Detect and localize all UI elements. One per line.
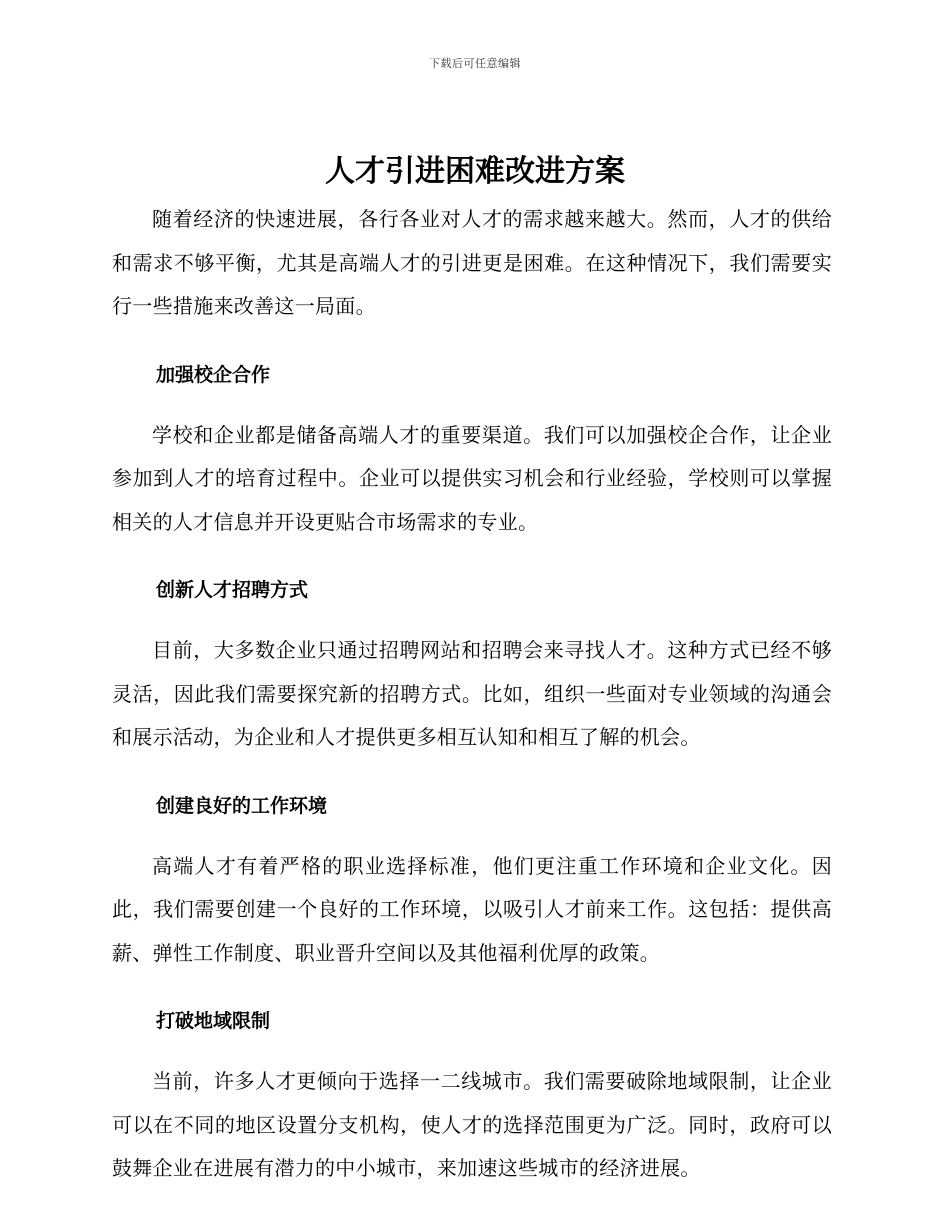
- section-paragraph-school-enterprise: 学校和企业都是储备高端人才的重要渠道。我们可以加强校企合作，让企业参加到人才的培育过程中。企业可以提供实习机会和行业经验，学校则可以掌握相关的人才信息并开设更贴合市场需求的专业。: [112, 422, 832, 534]
- section-heading-work-environment: 创建良好的工作环境: [156, 794, 328, 817]
- section-paragraph-regional-limits: 当前，许多人才更倾向于选择一二线城市。我们需要破除地域限制，让企业可以在不同的地区设置分支机构，使人才的选择范围更为广泛。同时，政府可以鼓舞企业在进展有潜力的中小城市，来加速这些城市的经济进展。: [112, 1069, 832, 1180]
- page-header: 下载后可任意编辑: [429, 57, 521, 70]
- document-body: [112, 198, 832, 1191]
- section-heading-regional-limits: 打破地域限制: [156, 1010, 271, 1032]
- section-paragraph-work-environment: 高端人才有着严格的职业选择标准，他们更注重工作环境和企业文化。因此，我们需要创建一个良好的工作环境，以吸引人才前来工作。这包括：提供高薪、弹性工作制度、职业晋升空间以及其他福利优厚的政策。: [112, 853, 832, 965]
- section-heading-school-enterprise: 加强校企合作: [156, 363, 271, 386]
- section-heading-recruitment: 创新人才招聘方式: [156, 579, 309, 601]
- intro-paragraph: 随着经济的快速进展，各行各业对人才的需求越来越大。然而，人才的供给和需求不够平衡，尤其是高端人才的引进更是困难。在这种情况下，我们需要实行一些措施来改善这一局面。: [112, 207, 832, 318]
- section-paragraph-recruitment: 目前，大多数企业只通过招聘网站和招聘会来寻找人才。这种方式已经不够灵活，因此我们需要探究新的招聘方式。比如，组织一些面对专业领域的沟通会和展示活动，为企业和人才提供更多相互认知和相互了解的机会。: [112, 638, 832, 749]
- document-title: 人才引进困难改进方案: [325, 154, 625, 189]
